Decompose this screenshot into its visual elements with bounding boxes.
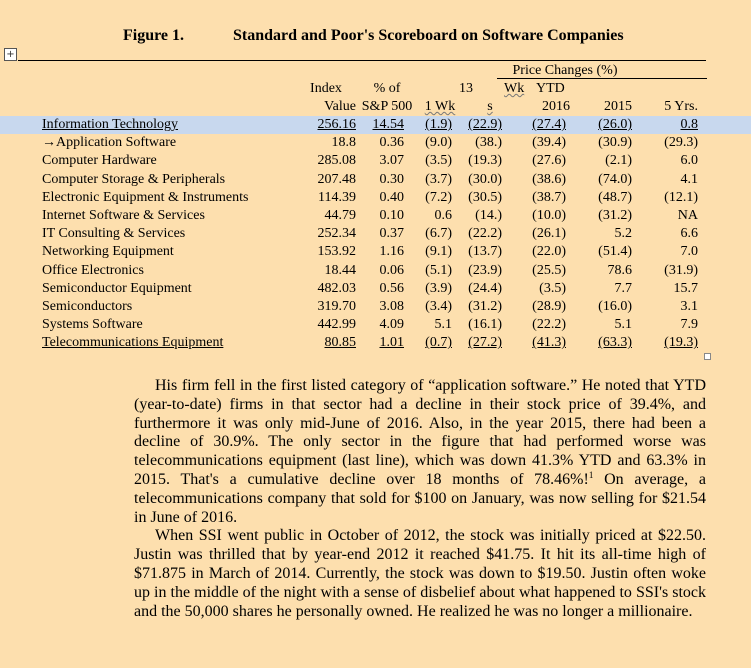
cell-ytd: (3.5) (539, 280, 566, 296)
cell-w13: (13.7) (468, 244, 502, 260)
body-text (134, 377, 706, 621)
cell-name: Internet Software & Services (42, 208, 205, 223)
table-row (0, 243, 751, 261)
cell-w13: (24.4) (468, 280, 502, 296)
cell-w1: (1.9) (425, 117, 452, 132)
cell-w13: (22.9) (468, 117, 502, 132)
cell-y2015: (16.0) (598, 299, 632, 314)
figure-title: Standard and Poor's Scoreboard on Software Companies (233, 27, 624, 44)
table-move-handle-icon[interactable]: + (4, 48, 17, 61)
cell-name: Telecommunications Equipment (42, 335, 224, 351)
header-row-2 (0, 80, 751, 98)
table-row (0, 171, 751, 189)
value-header: Value (324, 99, 356, 114)
cell-index: 114.39 (318, 189, 356, 205)
cell-w13: (38.) (475, 135, 502, 151)
cell-index: 80.85 (324, 335, 356, 351)
cell-pct: 1.01 (379, 335, 404, 351)
price-changes-rule (497, 78, 707, 79)
cell-ytd: (25.5) (532, 262, 566, 278)
cell-pct: 1.16 (379, 244, 404, 260)
cell-y5: 0.8 (680, 117, 698, 132)
pct-sp500-header: % of (373, 81, 401, 96)
cell-name: Computer Storage & Peripherals (42, 171, 226, 187)
cell-name: Semiconductor Equipment (42, 280, 192, 296)
cell-name: Systems Software (42, 317, 143, 333)
cell-index: 482.03 (317, 280, 356, 296)
cell-y2015: (30.9) (598, 135, 632, 151)
cell-name: Electronic Equipment & Instruments (42, 189, 249, 205)
footnote-marker[interactable]: 1 (588, 469, 594, 480)
cell-ytd: (27.4) (532, 117, 566, 132)
cell-w13: (30.5) (468, 189, 502, 205)
cell-w1: (3.9) (425, 280, 452, 296)
cell-w1: (9.0) (425, 135, 452, 151)
paragraph-2: When SSI went public in October of 2012, the stock was initially priced at $22.50. Justin was thrilled that by year-end 2012 it reached $41.75. It hit its all-time high of $71.875 in March of 2014. Currently, the stock was down to $19.50. Justin often woke up in the middle of the night with a sense of disbelief about what happened to SSI's stock and the 50,000 shares he personally owned. He realized he was no longer a millionaire. (134, 527, 706, 620)
index-header: Index (310, 81, 342, 96)
cell-w1: (6.7) (425, 226, 452, 242)
table-row (0, 334, 751, 352)
table-row (0, 152, 751, 170)
table-row (0, 225, 751, 243)
cell-w13: (31.2) (468, 299, 502, 314)
cell-ytd: (28.9) (532, 299, 566, 314)
cell-pct: 4.09 (379, 317, 404, 333)
cell-y2015: 7.7 (614, 280, 632, 296)
cell-pct: 0.37 (379, 226, 404, 242)
cell-y5: (31.9) (664, 262, 698, 278)
cell-w13: (22.2) (468, 226, 502, 242)
cell-y2015: (51.4) (598, 244, 632, 260)
cell-name: IT Consulting & Services (42, 226, 186, 242)
paragraph-1 (134, 377, 706, 527)
cell-index: 44.79 (324, 208, 356, 223)
price-changes-header: Price Changes (%) (512, 63, 618, 78)
cell-name: Networking Equipment (42, 244, 174, 260)
cell-name: →Application Software (42, 135, 177, 151)
paragraph-1-text: His firm fell in the first listed category of “application software.” He noted that YTD (year-to-date) firms in that sector had a decline in their stock price of 39.4%, and furthermore it was only mid-June of 2016. Also, in the year 2015, there had been a decline of 30.9%. The only sector in the figure that had performed worse was telecommunications equipment (last line), which was down 41.3% YTD and 63.3% in 2015. That's a cumulative decline over 18 months of 78.46%! (134, 377, 706, 488)
cell-ytd: (22.2) (532, 317, 566, 333)
cell-pct: 0.10 (379, 208, 404, 223)
table-row (0, 262, 751, 280)
table-row (0, 116, 751, 134)
cell-index: 207.48 (317, 171, 356, 187)
cell-y5: (29.3) (664, 135, 698, 151)
cell-pct: 0.56 (379, 280, 404, 296)
cell-index: 252.34 (317, 226, 356, 242)
paragraph-1-end: On average, a telecommunications company that sold for $100 on January, was now selling for $21.54 in June of 2016. (134, 470, 706, 526)
cell-name: Computer Hardware (42, 153, 157, 169)
cell-pct: 0.40 (379, 189, 404, 205)
cell-name: Information Technology (42, 117, 179, 132)
cell-pct: 0.06 (379, 262, 404, 278)
cell-y5: 7.0 (680, 244, 698, 260)
cell-w13: (30.0) (468, 171, 502, 187)
2015-header: 2015 (604, 99, 632, 114)
cell-w13: (19.3) (468, 153, 502, 169)
cell-w1: (3.5) (425, 153, 452, 169)
cell-y5: 6.0 (680, 153, 698, 169)
cell-index: 256.16 (317, 117, 356, 132)
table-row (0, 134, 751, 152)
cell-pct: 14.54 (372, 117, 404, 132)
table-row (0, 298, 751, 316)
cell-ytd: (27.6) (532, 153, 566, 169)
cell-ytd: (41.3) (532, 335, 566, 351)
cell-name: Semiconductors (42, 299, 133, 314)
cell-ytd: (39.4) (532, 135, 566, 151)
cell-y2015: (48.7) (598, 189, 632, 205)
cell-y2015: 5.1 (614, 317, 632, 333)
header-row-3 (0, 98, 751, 116)
cell-y2015: (74.0) (598, 171, 632, 187)
cell-ytd: (22.0) (532, 244, 566, 260)
cell-ytd: (26.1) (532, 226, 566, 242)
table-row (0, 316, 751, 334)
cell-w1: (7.2) (425, 189, 452, 205)
cell-pct: 3.08 (379, 299, 404, 314)
1-week-header: 1 Wk (424, 99, 456, 114)
cell-w13: (23.9) (468, 262, 502, 278)
ytd-2016-header: 2016 (542, 99, 570, 114)
ytd-header: YTD (536, 81, 565, 96)
cell-ytd: (38.7) (532, 189, 566, 205)
table-resize-handle[interactable] (704, 353, 711, 360)
table-row (0, 189, 751, 207)
cell-y2015: (2.1) (605, 153, 632, 169)
cell-pct: 3.07 (379, 153, 404, 169)
cell-index: 319.70 (317, 299, 356, 314)
cell-w1: 0.6 (434, 208, 452, 223)
cell-w13: (27.2) (468, 335, 502, 351)
table-row (0, 280, 751, 298)
cell-index: 18.44 (324, 262, 356, 278)
cell-index: 442.99 (317, 317, 356, 333)
cell-name: Office Electronics (42, 262, 144, 278)
table-row (0, 207, 751, 225)
13-week-header: 13 (459, 81, 473, 96)
cell-w1: (9.1) (425, 244, 452, 260)
week-header: Wk (504, 81, 525, 96)
cell-w13: (14.) (475, 208, 502, 223)
table-top-rule (18, 60, 706, 61)
cell-index: 285.08 (317, 153, 356, 169)
cell-ytd: (10.0) (532, 208, 566, 223)
cell-y2015: 78.6 (607, 262, 632, 278)
cell-pct: 0.30 (379, 171, 404, 187)
cell-y5: 4.1 (680, 171, 698, 187)
cell-y5: (19.3) (664, 335, 698, 351)
cell-pct: 0.36 (379, 135, 404, 151)
cell-y2015: (63.3) (598, 335, 632, 351)
cell-w1: (5.1) (425, 262, 452, 278)
cell-y2015: 5.2 (614, 226, 632, 242)
cell-index: 18.8 (331, 135, 356, 151)
cell-y5: 3.1 (680, 299, 698, 314)
cell-w1: (3.7) (425, 171, 452, 187)
cell-y2015: (31.2) (598, 208, 632, 223)
cell-y5: NA (677, 208, 698, 223)
cell-index: 153.92 (317, 244, 356, 260)
cell-w13: (16.1) (468, 317, 502, 333)
cell-y2015: (26.0) (598, 117, 632, 132)
cell-y5: 15.7 (673, 280, 698, 296)
5-years-header: 5 Yrs. (664, 99, 698, 114)
cell-w1: (0.7) (425, 335, 452, 351)
cell-y5: 6.6 (680, 226, 698, 242)
sp500-header: S&P 500 (361, 99, 413, 114)
cell-w1: 5.1 (434, 317, 452, 333)
cell-ytd: (38.6) (532, 171, 566, 187)
figure-title-row (0, 27, 751, 47)
cell-y5: 7.9 (680, 317, 698, 333)
cell-w1: (3.4) (425, 299, 452, 314)
figure-label: Figure 1. (123, 27, 185, 44)
13-week-s-header: s (487, 99, 493, 114)
cell-y5: (12.1) (664, 189, 698, 205)
